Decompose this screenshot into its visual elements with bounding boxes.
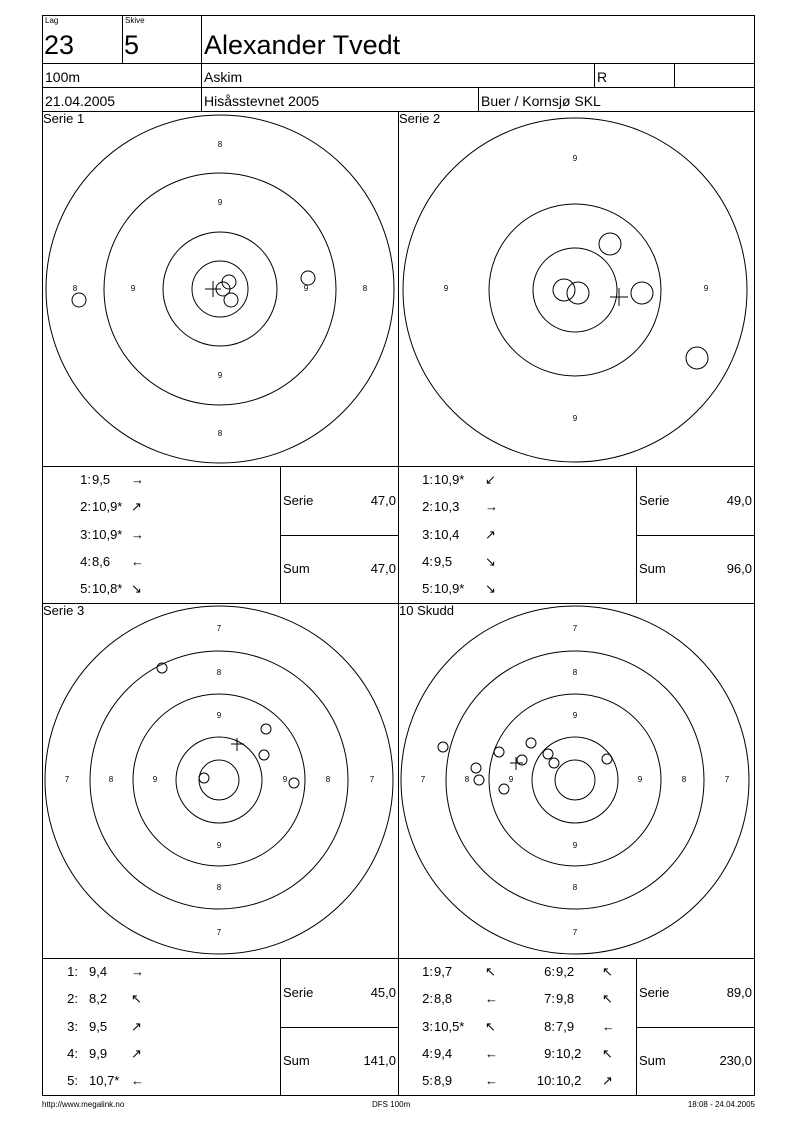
- shot-score: 9,4: [89, 964, 108, 979]
- shot-direction-icon: ↗: [602, 1073, 613, 1088]
- lag-label: Lag: [45, 16, 59, 25]
- shot-score: 10,3: [434, 499, 460, 514]
- ring-label: 7: [572, 624, 578, 633]
- shot-number: 8:: [544, 1019, 555, 1034]
- ring-label: 7: [572, 928, 578, 937]
- shot-score: 10,4: [434, 527, 460, 542]
- shot-score: 10,2: [556, 1046, 582, 1061]
- shot-number: 2:: [80, 499, 91, 514]
- ring: [555, 760, 595, 800]
- sum-label: Sum: [283, 561, 310, 576]
- serie2-target: [403, 118, 747, 462]
- shot-score: 8,2: [89, 991, 108, 1006]
- shot-score: 9,4: [434, 1046, 453, 1061]
- shot-hole: [72, 293, 86, 307]
- skudd10-title: 10 Skudd: [399, 603, 454, 618]
- shot-direction-icon: ←: [131, 554, 144, 569]
- shot-number: 3:: [80, 527, 91, 542]
- shot-number: 3:: [67, 1019, 78, 1034]
- ring-label: 8: [217, 140, 223, 149]
- ring-label: 9: [216, 711, 222, 720]
- skive-label: Skive: [125, 16, 145, 25]
- ring-label: 9: [572, 414, 578, 423]
- ring: [399, 603, 749, 954]
- shot-score: 9,8: [556, 991, 575, 1006]
- shot-direction-icon: →: [131, 472, 144, 487]
- date: 21.04.2005: [45, 93, 116, 109]
- shot-direction-icon: ←: [485, 991, 498, 1006]
- footer-program: DFS 100m: [372, 1100, 411, 1109]
- shot-direction-icon: ←: [131, 1073, 144, 1088]
- shot-direction-icon: ↘: [485, 554, 496, 569]
- shot-score: 9,5: [89, 1019, 108, 1034]
- ring-label: 8: [217, 429, 223, 438]
- sum-value: 47,0: [370, 561, 396, 576]
- shot-hole: [494, 747, 504, 757]
- shot-direction-icon: ↙: [485, 472, 496, 487]
- ring-label: 7: [420, 775, 426, 784]
- center-cross: [231, 738, 244, 751]
- center-cross: [510, 757, 523, 770]
- ring-label: 8: [681, 775, 687, 784]
- shot-hole: [261, 724, 271, 734]
- shot-number: 4:: [80, 554, 91, 569]
- distance: 100m: [45, 69, 81, 85]
- shooter-name: Alexander Tvedt: [204, 30, 401, 60]
- ring-label: 9: [217, 371, 223, 380]
- shot-direction-icon: ↖: [131, 991, 142, 1006]
- serie-value: 45,0: [370, 985, 396, 1000]
- ring-label: 7: [64, 775, 70, 784]
- shot-number: 3:: [422, 527, 433, 542]
- sum-value: 230,0: [719, 1053, 752, 1068]
- ring-label: 8: [72, 284, 78, 293]
- footer-timestamp: 18:08 - 24.04.2005: [687, 1100, 755, 1109]
- shot-score: 10,2: [556, 1073, 582, 1088]
- shot-number: 5:: [67, 1073, 78, 1088]
- ring-label: 7: [369, 775, 375, 784]
- shot-score: 9,9: [89, 1046, 108, 1061]
- shot-score: 8,8: [434, 991, 453, 1006]
- serie-label: Serie: [283, 985, 314, 1000]
- shot-hole: [224, 293, 238, 307]
- shot-number: 5:: [80, 581, 91, 596]
- ring-label: 9: [572, 711, 578, 720]
- shot-number: 7:: [544, 991, 555, 1006]
- shot-hole: [567, 282, 589, 304]
- shot-hole: [549, 758, 559, 768]
- shot-number: 1:: [67, 964, 78, 979]
- ring: [176, 737, 262, 823]
- ring-label: 9: [637, 775, 643, 784]
- shot-score: 7,9: [556, 1019, 575, 1034]
- shot-direction-icon: →: [131, 527, 144, 542]
- serie-label: Serie: [283, 493, 314, 508]
- center-cross: [610, 288, 628, 306]
- shot-hole: [602, 754, 612, 764]
- shot-score: 10,9*: [92, 527, 123, 542]
- ring: [446, 651, 704, 909]
- serie3-title: Serie 3: [43, 603, 85, 618]
- event-name: Hisåsstevnet 2005: [204, 93, 320, 109]
- shot-hole: [553, 279, 575, 301]
- sum-label: Sum: [639, 1053, 666, 1068]
- shot-number: 2:: [67, 991, 78, 1006]
- serie-value: 47,0: [370, 493, 396, 508]
- shot-hole: [438, 742, 448, 752]
- shot-score: 9,5: [434, 554, 453, 569]
- sum-value: 141,0: [363, 1053, 396, 1068]
- ring-label: 8: [572, 883, 578, 892]
- shot-direction-icon: ↖: [602, 1046, 613, 1061]
- shot-direction-icon: ↗: [131, 1019, 142, 1034]
- shot-number: 5:: [422, 1073, 433, 1088]
- shot-number: 4:: [422, 1046, 433, 1061]
- shot-direction-icon: ↘: [131, 581, 142, 596]
- shot-score: 10,8*: [92, 581, 123, 596]
- shot-score: 8,9: [434, 1073, 453, 1088]
- ring-label: 9: [216, 841, 222, 850]
- shot-hole: [526, 738, 536, 748]
- ring-label: 9: [572, 154, 578, 163]
- shot-direction-icon: →: [485, 499, 498, 514]
- shot-direction-icon: ↖: [485, 964, 496, 979]
- shot-number: 9:: [544, 1046, 555, 1061]
- shot-score: 9,5: [92, 472, 111, 487]
- shot-direction-icon: →: [131, 964, 144, 979]
- club: Askim: [204, 69, 243, 85]
- ring-label: 9: [572, 841, 578, 850]
- ring-label: 8: [216, 668, 222, 677]
- sum-value: 96,0: [726, 561, 752, 576]
- ring-label: 8: [216, 883, 222, 892]
- shot-number: 4:: [67, 1046, 78, 1061]
- shot-hole: [543, 749, 553, 759]
- shot-direction-icon: ↖: [485, 1019, 496, 1034]
- shot-score: 10,9*: [92, 499, 123, 514]
- ring-label: 8: [325, 775, 331, 784]
- serie-label: Serie: [639, 493, 670, 508]
- sum-label: Sum: [639, 561, 666, 576]
- ring-label: 7: [216, 624, 222, 633]
- serie-value: 49,0: [726, 493, 752, 508]
- venue: Buer / Kornsjø SKL: [481, 93, 601, 109]
- shot-hole: [199, 773, 209, 783]
- shot-direction-icon: ↖: [602, 991, 613, 1006]
- ring: [43, 603, 393, 954]
- ring: [90, 651, 348, 909]
- serie-label: Serie: [639, 985, 670, 1000]
- ring-label: 8: [108, 775, 114, 784]
- ring-label: 8: [572, 668, 578, 677]
- shot-hole: [499, 784, 509, 794]
- shot-direction-icon: ←: [485, 1073, 498, 1088]
- ring-label: 9: [217, 198, 223, 207]
- shooter-class: R: [597, 69, 608, 85]
- serie3-target: [43, 603, 393, 954]
- footer-link[interactable]: http://www.megalink.no: [42, 1100, 125, 1109]
- shot-score: 10,7*: [89, 1073, 120, 1088]
- shot-number: 2:: [422, 499, 433, 514]
- shot-number: 5:: [422, 581, 433, 596]
- ring-label: 7: [216, 928, 222, 937]
- shot-direction-icon: ←: [485, 1046, 498, 1061]
- ring-label: 9: [152, 775, 158, 784]
- shot-hole: [289, 778, 299, 788]
- shot-hole: [474, 775, 484, 785]
- shot-number: 10:: [536, 1073, 555, 1088]
- shot-number: 1:: [422, 964, 433, 979]
- shot-score: 8,6: [92, 554, 111, 569]
- shot-direction-icon: ↗: [485, 527, 496, 542]
- shot-score: 10,9*: [434, 472, 465, 487]
- shot-hole: [631, 282, 653, 304]
- ring-label: 9: [303, 284, 309, 293]
- shot-hole: [599, 233, 621, 255]
- shot-hole: [259, 750, 269, 760]
- ring-label: 7: [724, 775, 730, 784]
- ring: [199, 760, 239, 800]
- skive-value: 5: [124, 30, 140, 60]
- serie2-title: Serie 2: [399, 111, 441, 126]
- serie1-title: Serie 1: [43, 111, 85, 126]
- shot-score: 9,7: [434, 964, 453, 979]
- shot-hole: [471, 763, 481, 773]
- shot-number: 2:: [422, 991, 433, 1006]
- serie1-target: [46, 115, 394, 463]
- shot-direction-icon: ↘: [485, 581, 496, 596]
- shot-number: 6:: [544, 964, 555, 979]
- shot-score: 10,9*: [434, 581, 465, 596]
- shot-hole: [301, 271, 315, 285]
- shot-score: 10,5*: [434, 1019, 465, 1034]
- skudd10-target: [399, 603, 749, 954]
- ring-label: 9: [130, 284, 136, 293]
- shot-direction-icon: ←: [602, 1019, 615, 1034]
- ring-label: 8: [362, 284, 368, 293]
- ring-label: 9: [282, 775, 288, 784]
- shot-direction-icon: ↗: [131, 499, 142, 514]
- ring-label: 9: [443, 284, 449, 293]
- ring-label: 9: [508, 775, 514, 784]
- serie-value: 89,0: [726, 985, 752, 1000]
- lag-value: 23: [44, 30, 75, 60]
- shot-hole: [686, 347, 708, 369]
- ring-label: 9: [703, 284, 709, 293]
- shot-number: 4:: [422, 554, 433, 569]
- sum-label: Sum: [283, 1053, 310, 1068]
- shot-direction-icon: ↖: [602, 964, 613, 979]
- shot-score: 9,2: [556, 964, 575, 979]
- shot-number: 3:: [422, 1019, 433, 1034]
- ring-label: 8: [464, 775, 470, 784]
- shot-number: 1:: [422, 472, 433, 487]
- shot-number: 1:: [80, 472, 91, 487]
- shot-direction-icon: ↗: [131, 1046, 142, 1061]
